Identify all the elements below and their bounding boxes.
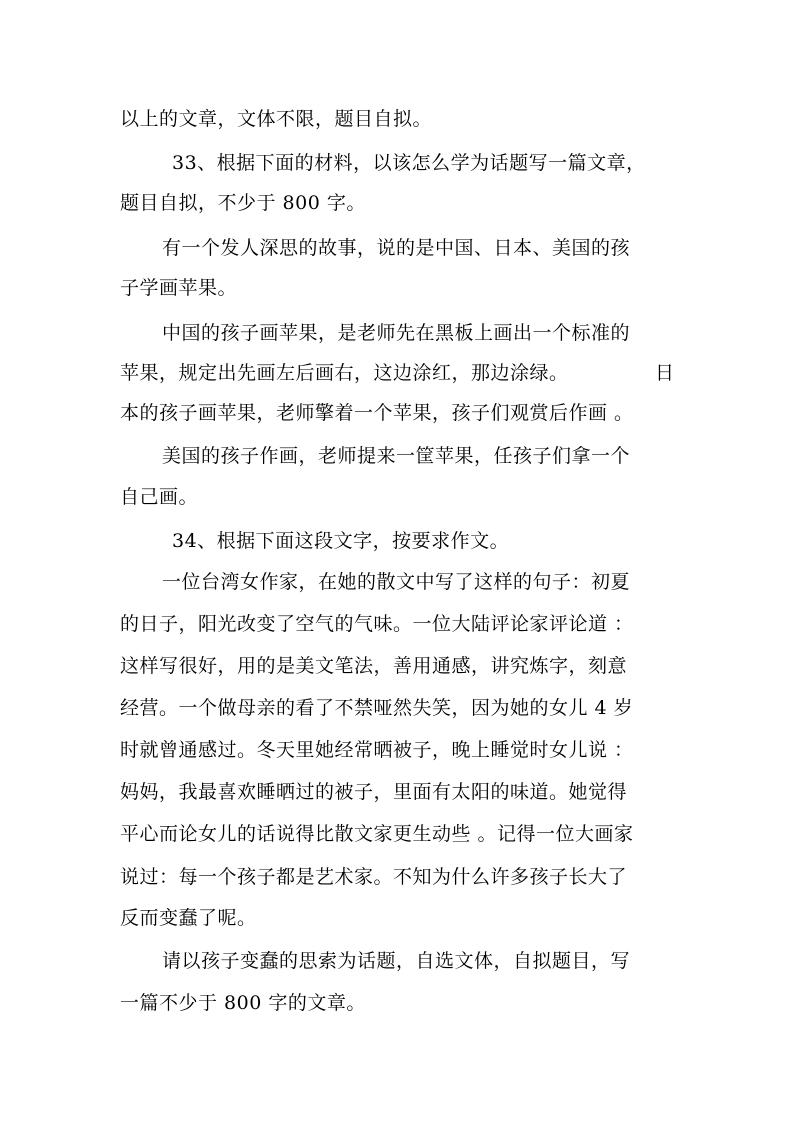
text-line: 美国的孩子作画，老师提来一筐苹果，任孩子们拿一个 (162, 445, 631, 467)
text-line: 反而变蠢了呢。 (120, 907, 257, 929)
text-line: 日 (655, 362, 675, 384)
text-line: 一篇不少于 800 字的文章。 (120, 992, 366, 1014)
text-line: 经营。一个做母亲的看了不禁哑然失笑，因为她的女儿 4 岁 (120, 697, 634, 719)
text-line: 34、根据下面这段文字，按要求作文。 (172, 530, 510, 552)
text-line: 子学画苹果。 (120, 277, 238, 299)
text-line: 苹果，规定出先画左后画右，这边涂红，那边涂绿。 (120, 362, 569, 384)
text-line: 题目自拟，不少于 800 字。 (120, 192, 366, 214)
text-line: 时就曾通感过。冬天里她经常晒被子，晚上睡觉时女儿说 ： (120, 739, 634, 761)
text-line: 这样写很好，用的是美文笔法，善用通感，讲究炼字，刻意 (120, 655, 628, 677)
text-line: 33、根据下面的材料，以该怎么学为话题写一篇文章， (172, 152, 646, 174)
text-line: 自己画。 (120, 486, 199, 508)
text-line: 的日子，阳光改变了空气的气味。一位大陆评论家评论道 ： (120, 613, 634, 635)
text-line: 中国的孩子画苹果，是老师先在黑板上画出一个标准的 (162, 322, 631, 344)
text-line: 本的孩子画苹果，老师擎着一个苹果，孩子们观赏后作画 。 (120, 402, 634, 424)
text-line: 妈妈，我最喜欢睡晒过的被子，里面有太阳的味道。她觉得 (120, 781, 628, 803)
text-line: 请以孩子变蠢的思索为话题，自选文体，自拟题目，写 (162, 950, 631, 972)
text-line: 说过：每一个孩子都是艺术家。不知为什么许多孩子长大了 (120, 866, 628, 888)
text-line: 一位台湾女作家，在她的散文中写了这样的句子：初夏 (162, 571, 631, 593)
text-line: 平心而论女儿的话说得比散文家更生动些 。记得一位大画家 (120, 823, 634, 845)
text-line: 有一个发人深思的故事，说的是中国、日本、美国的孩 (162, 237, 631, 259)
text-line: 以上的文章，文体不限，题目自拟。 (120, 108, 433, 130)
